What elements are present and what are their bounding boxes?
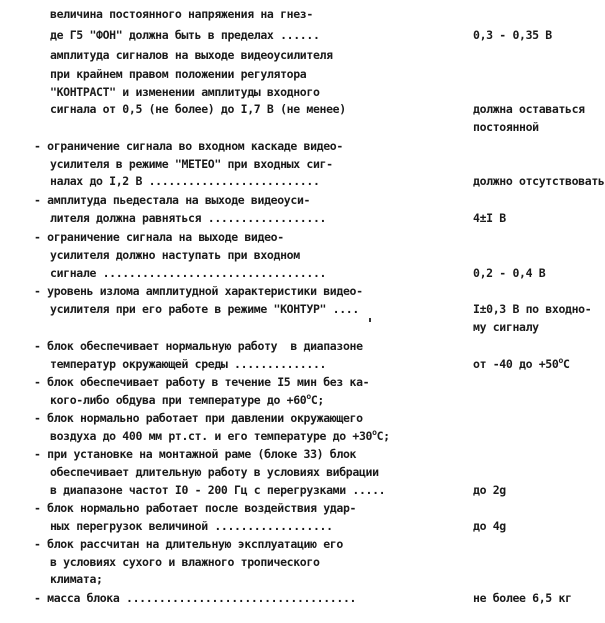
list-item: - при установке на монтажной раме (блоке 33) блок — [34, 447, 357, 461]
param-value: постоянной — [473, 120, 539, 134]
list-item: - блок обеспечивает нормальную работу в диапазоне — [34, 339, 363, 353]
text-line: лителя должна равняться .................. — [50, 211, 327, 225]
list-item: - ограничение сигнала на выходе видео- — [34, 230, 284, 244]
param-value: 4±I В — [473, 211, 506, 225]
list-item: - ограничение сигнала во входном каскаде видео- — [34, 139, 343, 153]
text-line: де Г5 "ФОН" должна быть в пределах ...... — [50, 28, 320, 42]
text-line: воздуха до 400 мм рт.ст. и его температуре до $+30^oC$; — [50, 428, 390, 443]
text-line: ных перегрузок величиной .................. — [50, 519, 333, 533]
text-line: налах до I,2 В .......................... — [50, 174, 320, 188]
text-line: усилителя в режиме "МЕТЕО" при входных сиг- — [50, 157, 333, 171]
text-line: в диапазоне частот I0 - 200 Гц с перегрузками ..... — [50, 483, 386, 497]
text-line: величина постоянного напряжения на гнез- — [50, 7, 313, 21]
text-line: в условиях сухого и влажного тропического — [50, 555, 320, 569]
text-line: температур окружающей среды .............. — [50, 357, 327, 371]
param-value: 0,2 - 0,4 В — [473, 266, 546, 280]
text-line: обеспечивает длительную работу в условиях вибрации — [50, 465, 379, 479]
text-line: климата; — [50, 572, 103, 586]
list-item: - масса блока ................................... — [34, 591, 357, 605]
param-value: не более 6,5 кг — [473, 591, 572, 605]
param-value: до 4g — [473, 519, 506, 533]
list-item: - блок рассчитан на длительную эксплуатацию его — [34, 537, 343, 551]
list-item: - блок нормально работает при давлении окружающего — [34, 411, 363, 425]
list-item: - уровень излома амплитудной характеристики видео- — [34, 284, 363, 298]
param-value: должна оставаться — [473, 102, 585, 116]
text-line: усилителя должно наступать при входном — [50, 248, 300, 262]
list-item: - блок обеспечивает работу в течение I5 мин без ка- — [34, 375, 370, 389]
param-value: должно отсутствовать — [473, 174, 605, 188]
list-item: - амплитуда пьедестала на выходе видеоуси- — [34, 193, 311, 207]
param-value: до 2g — [473, 483, 506, 497]
param-value: 0,3 - 0,35 В — [473, 28, 552, 42]
text-line: кого-либо обдува при температуре до $+60^oC$; — [50, 392, 324, 407]
list-item: - блок нормально работает после воздействия удар- — [34, 501, 357, 515]
param-value: от -40 до $+50^oC$ — [473, 356, 570, 371]
text-line: амплитуда сигналов на выходе видеоусилителя — [50, 48, 333, 62]
text-line: при крайнем правом положении регулятора — [50, 67, 307, 81]
param-value: му сигналу — [473, 320, 539, 334]
param-value: I±0,3 В по входно- — [473, 302, 592, 316]
ink-mark — [369, 318, 371, 322]
text-line: сигнале .................................. — [50, 266, 327, 280]
text-line: усилителя при его работе в режиме "КОНТУР" .... — [50, 302, 359, 316]
text-line: сигнала от 0,5 (не более) до I,7 В (не менее) — [50, 102, 346, 116]
text-line: "КОНТРАСТ" и изменении амплитуды входного — [50, 85, 320, 99]
